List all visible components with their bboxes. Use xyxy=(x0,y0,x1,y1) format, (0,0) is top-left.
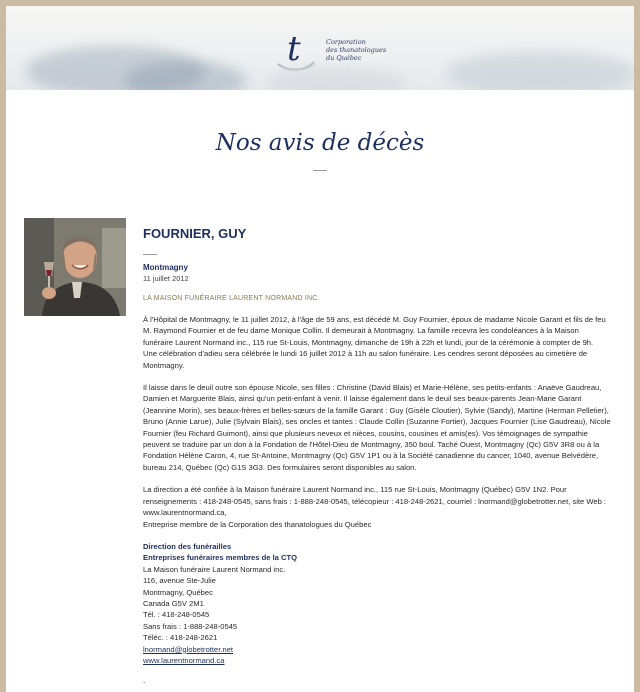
header-banner xyxy=(6,6,634,90)
deceased-name: FOURNIER, GUY xyxy=(143,226,247,241)
contact-line: Sans frais : 1-888-248-0545 xyxy=(143,621,238,631)
contact-line: 116, avenue Ste-Julie xyxy=(143,576,216,586)
funeral-contact-block xyxy=(143,541,618,666)
title-divider xyxy=(313,170,327,171)
trailing-dot: . xyxy=(143,676,146,686)
name-divider xyxy=(143,254,157,255)
death-announcement-paragraph: À l'Hôpital de Montmagny, le 11 juillet 2012, à l'âge de 59 ans, est décédé M. Guy Fournier, époux de madame Nicole Garant et fils de feu M. Raymond Fournier et de feu dame Monique Collin. Il demeurait à Montmagny. La famille recevra les condoléances à la Maison funéraire Laurent Normand inc., 115 rue St-Louis, Montmagny, dimanche de 19h à 22h et lundi, jour de la cérémonie à compter de 9h. Une célébration d'adieu sera célébrée le lundi 16 juillet 2012 à 11h au salon funéraire. Les cendres seront déposées au cimetière de Montmagny. xyxy=(143,315,606,370)
contact-line: Montmagny, Québec xyxy=(143,587,213,597)
deceased-photo xyxy=(24,218,126,316)
arrangements-paragraph: La direction a été confiée à la Maison funéraire Laurent Normand inc., 115 rue St-Louis, Montmagny (Québec) G5V 1N2. Pour renseignements : 418-248-0545, sans frais : 1-888-248-0545, télécopieur : 418-248-2621, courriel : lnormand@globetrotter.net, site Web : www.laurentnormand.ca, Entreprise membre de la Corporation des thanatologues du Québec xyxy=(143,485,607,529)
ctq-logo-text: Corporation des thanatologues du Québec xyxy=(326,38,387,62)
contact-line: La Maison funéraire Laurent Normand inc. xyxy=(143,564,286,574)
notice-body xyxy=(143,218,618,685)
page-frame xyxy=(6,6,634,692)
members-heading: Entreprises funéraires membres de la CTQ xyxy=(143,553,298,563)
direction-heading: Direction des funérailles xyxy=(143,541,232,551)
ctq-logo-icon[interactable] xyxy=(274,26,318,74)
page-title: Nos avis de décès xyxy=(215,130,425,156)
funeral-home-name: LA MAISON FUNÉRAIRE LAURENT NORMAND INC. xyxy=(143,295,320,302)
website-link[interactable]: www.laurentnormand.ca xyxy=(143,655,225,665)
contact-line: Téléc. : 418-248-2621 xyxy=(143,633,218,643)
contact-line: Tél. : 418-248-0545 xyxy=(143,610,210,620)
email-link[interactable]: lnormand@globetrotter.net xyxy=(143,644,234,654)
svg-text:t: t xyxy=(287,29,301,69)
survivors-paragraph: Il laisse dans le deuil outre son épouse Nicole, ses filles : Christine (David Blais) et Marie-Hélène, ses petits-enfants : Anaëve Gaudreau, Damien et Marguerite Blais, ainsi qu'un petit-enfant à venir. Il laisse également dans le deuil ses beaux-parents Jean-Marie Garant (Jeannine Morin), ses beaux-frères et belles-sœurs de la famille Garant : Guy (Gisèle Cloutier), Sylvie (Sandy), Martine (Herman Pelletier), Bruno (Annie Larue), Julie (Sylvain Blais), ses oncles et tantes : Claude Collin (Suzanne Fortier), Jacques Fournier (Lise Gaudreau), Nicole Fournier (feu Richard Guimont), ainsi que plusieurs neveux et nièces, cousins, cousines et amis(es). Vos témoignages de sympathie peuvent se traduire par un don à la Fondation de l'Hôtel-Dieu de Montmagny, 350 boul. Taché Ouest, Montmagny (Qc) G5V 3R8 ou à la Fondation Hélène Caron, 4, rue St-Antoine, Montmagny (Qc) G5V 1P1 ou à la Société canadienne du cancer, 1040, avenue Belvédère, bureau 214, Québec (Qc) G1S 3G3. Des formulaires seront disponibles au salon. xyxy=(143,383,611,472)
contact-line: Canada G5V 2M1 xyxy=(143,598,204,608)
notice-date: 11 juillet 2012 xyxy=(143,274,189,283)
notice-city: Montmagny xyxy=(143,263,188,272)
